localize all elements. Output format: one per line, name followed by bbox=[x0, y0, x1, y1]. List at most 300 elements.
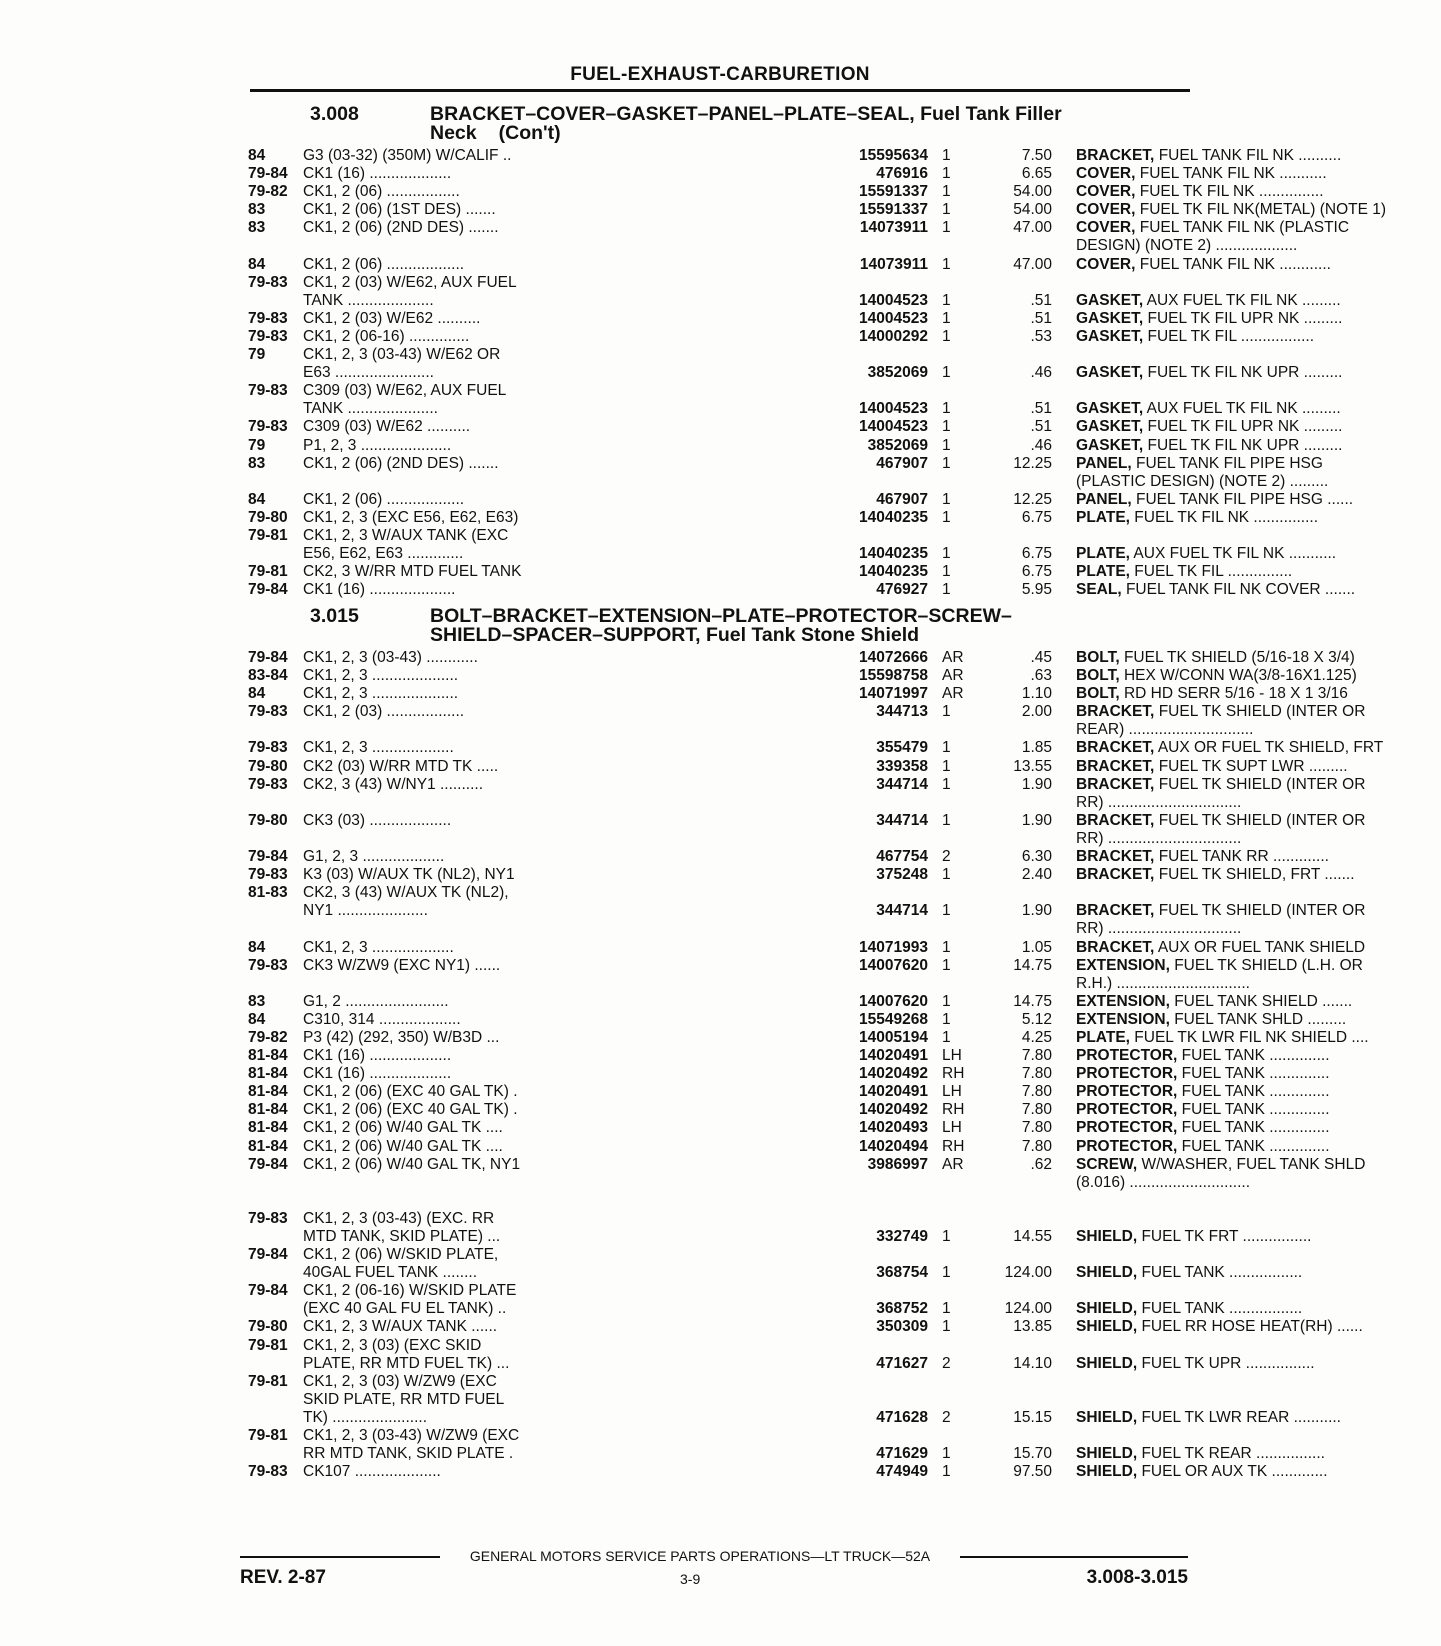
part-detail: FUEL TANK ................. bbox=[1141, 1300, 1303, 1318]
part-detail: AUX FUEL TK FIL NK ......... bbox=[1146, 400, 1341, 418]
quantity: 1 bbox=[942, 866, 951, 884]
part-number: 14007620 bbox=[859, 956, 928, 974]
price: 2.00 bbox=[1021, 703, 1052, 721]
part-row bbox=[248, 1047, 1330, 1065]
part-row bbox=[248, 757, 1348, 776]
part-detail: FUEL TANK .............. bbox=[1181, 1065, 1330, 1083]
part-description bbox=[1076, 1138, 1441, 1157]
model-years: 79-80 bbox=[248, 811, 288, 829]
section-title-line1: BRACKET–COVER–GASKET–PANEL–PLATE–SEAL, Fuel Tank Filler bbox=[430, 103, 1062, 125]
part-description bbox=[1076, 812, 1441, 831]
part-description bbox=[1076, 147, 1441, 166]
part-row bbox=[248, 1119, 1330, 1137]
part-name: BRACKET, bbox=[1076, 902, 1155, 920]
model-application: SKID PLATE, RR MTD FUEL bbox=[303, 1390, 505, 1408]
model-application: CK1 (16) ................... bbox=[303, 165, 452, 183]
model-application: CK1, 2, 3 ................... bbox=[303, 739, 454, 757]
price: 1.90 bbox=[1021, 775, 1052, 793]
part-number: 14004523 bbox=[859, 400, 928, 418]
part-name: SHIELD, bbox=[1076, 1318, 1138, 1336]
part-row bbox=[248, 848, 1329, 866]
model-application: CK1, 2 (03) W/E62, AUX FUEL bbox=[303, 273, 517, 291]
quantity: 1 bbox=[942, 1264, 951, 1282]
part-description bbox=[1076, 364, 1441, 383]
part-name: COVER, bbox=[1076, 165, 1136, 183]
part-name: PROTECTOR, bbox=[1076, 1083, 1178, 1101]
part-description bbox=[1076, 902, 1441, 921]
part-number: 14071993 bbox=[859, 938, 928, 956]
model-years: 79-81 bbox=[248, 1427, 288, 1445]
part-row bbox=[248, 327, 1315, 346]
part-detail: R.H.) ............................... bbox=[1076, 974, 1250, 992]
part-number: 3852069 bbox=[867, 364, 928, 382]
part-description bbox=[1076, 667, 1441, 686]
price: .51 bbox=[1030, 291, 1052, 309]
quantity: 1 bbox=[942, 327, 951, 345]
part-description bbox=[1076, 649, 1441, 668]
part-name: COVER, bbox=[1076, 183, 1136, 201]
part-row bbox=[248, 274, 1198, 292]
part-row bbox=[248, 1101, 1330, 1119]
part-row bbox=[248, 291, 1341, 310]
part-description bbox=[1076, 1409, 1441, 1428]
part-row bbox=[248, 346, 1198, 364]
price: 14.10 bbox=[1013, 1354, 1052, 1372]
part-description bbox=[1076, 1463, 1441, 1482]
part-row bbox=[248, 219, 1350, 237]
part-detail: FUEL TANK .............. bbox=[1181, 1137, 1330, 1155]
price: .46 bbox=[1030, 364, 1052, 382]
part-detail: FUEL TK UPR ................ bbox=[1141, 1354, 1315, 1372]
part-number: 339358 bbox=[876, 757, 928, 775]
model-application: G3 (03-32) (350M) W/CALIF .. bbox=[303, 147, 512, 164]
part-name: PROTECTOR, bbox=[1076, 1137, 1178, 1155]
part-name: GASKET, bbox=[1076, 364, 1144, 382]
part-row bbox=[248, 1155, 1366, 1174]
model-years: 84 bbox=[248, 490, 266, 508]
model-years: 79-80 bbox=[248, 1318, 288, 1336]
model-application: CK107 .................... bbox=[303, 1463, 441, 1481]
price: 12.25 bbox=[1013, 490, 1052, 508]
price: 54.00 bbox=[1013, 201, 1052, 219]
part-number: 14004523 bbox=[859, 309, 928, 327]
model-years: 84 bbox=[248, 147, 266, 164]
model-years: 83 bbox=[248, 219, 266, 237]
part-name: EXTENSION, bbox=[1076, 992, 1170, 1010]
model-years: 79-83 bbox=[248, 327, 288, 345]
quantity: 1 bbox=[942, 545, 951, 563]
section-heading bbox=[248, 105, 1198, 147]
part-row bbox=[248, 1391, 1198, 1409]
part-detail: FUEL TK FIL UPR NK ......... bbox=[1147, 418, 1343, 436]
part-description bbox=[1076, 739, 1441, 758]
part-detail: REAR) ............................. bbox=[1076, 721, 1254, 739]
model-application: CK1, 2 (06) (EXC 40 GAL TK) . bbox=[303, 1101, 518, 1119]
part-detail: AUX FUEL TK FIL NK ......... bbox=[1146, 291, 1341, 309]
quantity: RH bbox=[942, 1065, 965, 1083]
part-row bbox=[248, 1246, 1198, 1264]
part-row bbox=[248, 1282, 1198, 1300]
model-application: CK1, 2, 3 W/AUX TANK ...... bbox=[303, 1318, 498, 1336]
part-detail: FUEL TK SHIELD (INTER OR bbox=[1158, 811, 1366, 829]
price: .46 bbox=[1030, 436, 1052, 454]
model-application: TANK .................... bbox=[303, 291, 434, 309]
part-description bbox=[1076, 473, 1441, 492]
model-application: CK1 (16) .................... bbox=[303, 581, 456, 599]
price: 4.25 bbox=[1021, 1028, 1052, 1046]
model-application: (EXC 40 GAL FU EL TANK) .. bbox=[303, 1300, 507, 1318]
part-number: 344714 bbox=[876, 811, 928, 829]
price: 1.10 bbox=[1021, 685, 1052, 703]
price: .63 bbox=[1030, 667, 1052, 685]
part-number: 14072666 bbox=[859, 649, 928, 666]
price: 1.90 bbox=[1021, 902, 1052, 920]
part-name: BRACKET, bbox=[1076, 739, 1155, 757]
part-row bbox=[248, 382, 1198, 400]
part-description bbox=[1076, 703, 1441, 722]
model-years: 79-82 bbox=[248, 1028, 288, 1046]
part-number: 14007620 bbox=[859, 992, 928, 1010]
model-application: CK1, 2 (06) W/40 GAL TK .... bbox=[303, 1137, 503, 1155]
part-number: 14020492 bbox=[859, 1065, 928, 1083]
part-number: 476927 bbox=[876, 581, 928, 599]
part-detail: (8.016) ............................ bbox=[1076, 1173, 1250, 1191]
part-name: PLATE, bbox=[1076, 508, 1130, 526]
part-description bbox=[1076, 685, 1441, 704]
part-detail: FUEL RR HOSE HEAT(RH) ...... bbox=[1141, 1318, 1363, 1336]
price: 14.75 bbox=[1013, 956, 1052, 974]
part-row bbox=[248, 436, 1343, 455]
footer-section-range: 3.008-3.015 bbox=[1086, 1567, 1188, 1588]
model-application: CK1 (16) ................... bbox=[303, 1065, 452, 1083]
model-application: G1, 2 ........................ bbox=[303, 992, 449, 1010]
part-number: 467754 bbox=[876, 848, 928, 866]
model-application: CK1, 2, 3 (03) (EXC SKID bbox=[303, 1336, 482, 1354]
part-number: 471627 bbox=[876, 1354, 928, 1372]
price: 14.75 bbox=[1013, 992, 1052, 1010]
part-name: BRACKET, bbox=[1076, 757, 1155, 775]
model-application: CK2, 3 (43) W/AUX TK (NL2), bbox=[303, 884, 509, 902]
price: 97.50 bbox=[1013, 1463, 1052, 1481]
part-name: COVER, bbox=[1076, 219, 1136, 237]
part-number: 14073911 bbox=[859, 255, 928, 273]
price: 5.12 bbox=[1021, 1010, 1052, 1028]
part-description bbox=[1076, 201, 1441, 220]
section-title-cont: Neck bbox=[430, 122, 477, 144]
footer-rule-left bbox=[240, 1556, 440, 1558]
model-application: CK1, 2, 3 W/AUX TANK (EXC bbox=[303, 526, 509, 544]
part-name: SCREW, bbox=[1076, 1155, 1138, 1173]
part-detail: FUEL TK REAR ................ bbox=[1141, 1445, 1325, 1463]
model-application: CK1, 2 (06-16) .............. bbox=[303, 327, 470, 345]
price: 47.00 bbox=[1013, 219, 1052, 237]
part-detail: FUEL TANK FIL PIPE HSG ...... bbox=[1136, 490, 1354, 508]
price: 7.80 bbox=[1021, 1047, 1052, 1065]
part-row bbox=[248, 1373, 1198, 1391]
price: 7.80 bbox=[1021, 1065, 1052, 1083]
quantity: 1 bbox=[942, 490, 951, 508]
model-application: CK1, 2 (06) .................. bbox=[303, 490, 465, 508]
model-years: 81-84 bbox=[248, 1083, 288, 1101]
part-number: 476916 bbox=[876, 165, 928, 183]
part-row bbox=[248, 400, 1341, 418]
part-number: 14071997 bbox=[859, 685, 928, 703]
part-name: PLATE, bbox=[1076, 563, 1130, 581]
part-description bbox=[1076, 830, 1441, 849]
model-years: 81-84 bbox=[248, 1119, 288, 1137]
part-description bbox=[1076, 1101, 1441, 1120]
part-detail: FUEL TK LWR REAR ........... bbox=[1141, 1408, 1341, 1426]
price: .45 bbox=[1030, 649, 1052, 666]
part-number: 15549268 bbox=[859, 1010, 928, 1028]
quantity: 1 bbox=[942, 563, 951, 581]
part-description bbox=[1076, 256, 1441, 275]
model-application: CK1, 2 (03) .................. bbox=[303, 703, 465, 721]
price: 7.80 bbox=[1021, 1083, 1052, 1101]
part-detail: FUEL TK FIL NK(METAL) (NOTE 1) bbox=[1139, 201, 1387, 219]
model-application: E63 ....................... bbox=[303, 364, 434, 382]
model-years: 79-83 bbox=[248, 382, 288, 400]
part-number: 355479 bbox=[876, 739, 928, 757]
quantity: 1 bbox=[942, 811, 951, 829]
part-detail: FUEL TK FIL ................. bbox=[1147, 327, 1315, 345]
part-detail: W/WASHER, FUEL TANK SHLD bbox=[1141, 1155, 1366, 1173]
model-application: CK1, 2 (03) W/E62 .......... bbox=[303, 309, 481, 327]
part-row bbox=[248, 956, 1363, 975]
model-application: CK1, 2, 3 (03) W/ZW9 (EXC bbox=[303, 1372, 497, 1390]
part-row bbox=[248, 454, 1323, 473]
footer-rule-right bbox=[960, 1556, 1188, 1558]
part-name: EXTENSION, bbox=[1076, 956, 1170, 974]
part-description bbox=[1076, 1300, 1441, 1319]
part-number: 14073911 bbox=[859, 219, 928, 237]
part-detail: FUEL TANK FIL NK ............ bbox=[1139, 255, 1331, 273]
part-description bbox=[1076, 993, 1441, 1012]
model-years: 84 bbox=[248, 1010, 266, 1028]
part-description bbox=[1076, 237, 1441, 256]
part-description bbox=[1076, 848, 1441, 867]
part-description bbox=[1076, 400, 1441, 419]
part-detail: RD HD SERR 5/16 - 18 X 1 3/16 bbox=[1123, 685, 1348, 703]
quantity: 1 bbox=[942, 992, 951, 1010]
price: 7.80 bbox=[1021, 1137, 1052, 1155]
part-number: 3986997 bbox=[867, 1155, 928, 1173]
quantity: 2 bbox=[942, 848, 951, 866]
part-detail: AUX FUEL TK FIL NK ........... bbox=[1133, 545, 1337, 563]
part-detail: FUEL TK SUPT LWR ......... bbox=[1158, 757, 1348, 775]
part-row bbox=[248, 811, 1366, 830]
model-years: 81-83 bbox=[248, 884, 288, 902]
quantity: LH bbox=[942, 1083, 962, 1101]
part-row bbox=[248, 1010, 1347, 1029]
quantity: 1 bbox=[942, 219, 951, 237]
part-name: BOLT, bbox=[1076, 685, 1120, 703]
part-row bbox=[248, 201, 1387, 219]
price: .62 bbox=[1030, 1155, 1052, 1173]
part-detail: FUEL TANK FIL NK COVER ....... bbox=[1125, 581, 1356, 599]
model-application: CK1 (16) ................... bbox=[303, 1047, 452, 1065]
part-detail: FUEL TK FIL NK UPR ......... bbox=[1147, 364, 1343, 382]
part-description bbox=[1076, 1083, 1441, 1102]
model-years: 79-81 bbox=[248, 1372, 288, 1390]
quantity: AR bbox=[942, 1155, 964, 1173]
price: 12.25 bbox=[1013, 454, 1052, 472]
price: 6.75 bbox=[1021, 545, 1052, 563]
part-name: GASKET, bbox=[1076, 327, 1144, 345]
part-description bbox=[1076, 1065, 1441, 1084]
part-row bbox=[248, 829, 1242, 848]
part-row bbox=[248, 1210, 1198, 1228]
section-title-line1: BOLT–BRACKET–EXTENSION–PLATE–PROTECTOR–SCREW– bbox=[430, 605, 1012, 627]
quantity: AR bbox=[942, 649, 964, 666]
part-name: PLATE, bbox=[1076, 545, 1130, 563]
part-name: SEAL, bbox=[1076, 581, 1122, 599]
quantity: 1 bbox=[942, 739, 951, 757]
part-row bbox=[248, 866, 1355, 884]
model-application: CK1, 2, 3 (03-43) ............ bbox=[303, 649, 478, 666]
quantity: 1 bbox=[942, 938, 951, 956]
model-years: 79-84 bbox=[248, 1246, 288, 1264]
model-application: C309 (03) W/E62 .......... bbox=[303, 418, 471, 436]
part-detail: FUEL TK FIL ............... bbox=[1134, 563, 1293, 581]
part-name: PROTECTOR, bbox=[1076, 1101, 1178, 1119]
model-application: C310, 314 ................... bbox=[303, 1010, 461, 1028]
model-years: 79-84 bbox=[248, 848, 288, 866]
part-row bbox=[248, 721, 1254, 739]
part-number: 14005194 bbox=[859, 1028, 928, 1046]
quantity: RH bbox=[942, 1137, 965, 1155]
part-name: GASKET, bbox=[1076, 400, 1144, 418]
part-row bbox=[248, 649, 1355, 667]
part-description bbox=[1076, 328, 1441, 347]
model-application: CK1, 2 (06) W/40 GAL TK, NY1 bbox=[303, 1155, 521, 1173]
part-name: PROTECTOR, bbox=[1076, 1065, 1178, 1083]
model-application: NY1 ..................... bbox=[303, 902, 428, 920]
section-3-008 bbox=[248, 103, 1387, 599]
part-description bbox=[1076, 292, 1441, 311]
quantity: 1 bbox=[942, 418, 951, 436]
part-row bbox=[248, 793, 1242, 812]
part-detail: FUEL TK FIL NK UPR ......... bbox=[1147, 436, 1343, 454]
part-description bbox=[1076, 165, 1441, 184]
footer-revision: REV. 2-87 bbox=[240, 1567, 326, 1588]
model-years: 83 bbox=[248, 992, 266, 1010]
part-description bbox=[1076, 776, 1441, 795]
model-application: MTD TANK, SKID PLATE) ... bbox=[303, 1228, 501, 1245]
quantity: 1 bbox=[942, 291, 951, 309]
model-application: P3 (42) (292, 350) W/B3D ... bbox=[303, 1028, 500, 1046]
part-detail: FUEL TANK .............. bbox=[1181, 1119, 1330, 1137]
quantity: 1 bbox=[942, 703, 951, 721]
part-row bbox=[248, 1408, 1341, 1427]
part-description bbox=[1076, 1445, 1441, 1464]
quantity: 1 bbox=[942, 1463, 951, 1481]
part-description bbox=[1076, 1047, 1441, 1066]
model-application: CK1, 2, 3 (EXC E56, E62, E63) bbox=[303, 508, 519, 526]
part-number: 368754 bbox=[876, 1264, 928, 1282]
part-description bbox=[1076, 581, 1441, 600]
model-years: 83 bbox=[248, 454, 266, 472]
part-number: 14020491 bbox=[859, 1047, 928, 1065]
part-number: 344714 bbox=[876, 775, 928, 793]
model-application: CK1, 2 (06) W/40 GAL TK .... bbox=[303, 1119, 503, 1137]
price: 1.05 bbox=[1021, 938, 1052, 956]
part-row bbox=[248, 739, 1384, 757]
section-number: 3.015 bbox=[310, 605, 359, 627]
part-row bbox=[248, 527, 1198, 545]
price: 6.65 bbox=[1021, 165, 1052, 183]
part-detail: FUEL OR AUX TK ............. bbox=[1141, 1463, 1328, 1481]
part-name: BRACKET, bbox=[1076, 811, 1155, 829]
page-title: FUEL-EXHAUST-CARBURETION bbox=[570, 64, 870, 85]
quantity: 1 bbox=[942, 581, 951, 599]
price: 7.80 bbox=[1021, 1101, 1052, 1119]
part-name: PROTECTOR, bbox=[1076, 1119, 1178, 1137]
continued-label: (Con't) bbox=[498, 122, 561, 144]
part-detail: DESIGN) (NOTE 2) ................... bbox=[1076, 237, 1298, 255]
model-years: 79-83 bbox=[248, 418, 288, 436]
part-detail: FUEL TK SHIELD (INTER OR bbox=[1158, 902, 1366, 920]
price: 1.90 bbox=[1021, 811, 1052, 829]
price: 6.75 bbox=[1021, 508, 1052, 526]
part-number: 15591337 bbox=[859, 201, 928, 219]
part-detail: RR) ............................... bbox=[1076, 793, 1242, 811]
quantity: LH bbox=[942, 1119, 962, 1137]
price: 6.75 bbox=[1021, 563, 1052, 581]
quantity: 1 bbox=[942, 757, 951, 775]
part-number: 471628 bbox=[876, 1408, 928, 1426]
model-years: 79-84 bbox=[248, 581, 288, 599]
part-name: EXTENSION, bbox=[1076, 1010, 1170, 1028]
part-row bbox=[248, 775, 1366, 794]
part-number: 350309 bbox=[876, 1318, 928, 1336]
part-description bbox=[1076, 1355, 1441, 1374]
part-description bbox=[1076, 975, 1441, 994]
part-detail: FUEL TK SHIELD (INTER OR bbox=[1158, 775, 1366, 793]
quantity: 1 bbox=[942, 902, 951, 920]
quantity: 1 bbox=[942, 1300, 951, 1318]
part-row bbox=[248, 237, 1298, 255]
model-years: 83 bbox=[248, 201, 266, 219]
model-years: 79 bbox=[248, 436, 266, 454]
part-name: BRACKET, bbox=[1076, 775, 1155, 793]
model-application: K3 (03) W/AUX TK (NL2), NY1 bbox=[303, 866, 515, 884]
part-number: 14004523 bbox=[859, 418, 928, 436]
part-name: BOLT, bbox=[1076, 649, 1120, 666]
part-row bbox=[248, 165, 1327, 183]
part-row bbox=[248, 418, 1343, 436]
price: 13.55 bbox=[1013, 757, 1052, 775]
part-detail: HEX W/CONN WA(3/8-16X1.125) bbox=[1123, 667, 1357, 685]
model-application: CK1, 2 (06) ................. bbox=[303, 183, 460, 201]
part-detail: RR) ............................... bbox=[1076, 829, 1242, 847]
part-name: BRACKET, bbox=[1076, 703, 1155, 721]
model-application: CK1, 2, 3 (03-43) W/E62 OR bbox=[303, 346, 501, 364]
part-name: BRACKET, bbox=[1076, 147, 1155, 164]
part-row bbox=[248, 147, 1342, 165]
price: .51 bbox=[1030, 309, 1052, 327]
part-row bbox=[248, 1445, 1325, 1463]
model-years: 81-84 bbox=[248, 1137, 288, 1155]
part-number: 14020492 bbox=[859, 1101, 928, 1119]
part-name: PROTECTOR, bbox=[1076, 1047, 1178, 1065]
model-application: CK2 (03) W/RR MTD TK ..... bbox=[303, 757, 499, 775]
part-description bbox=[1076, 1011, 1441, 1030]
part-description bbox=[1076, 1318, 1441, 1337]
header-rule bbox=[250, 89, 1190, 92]
part-number: 3852069 bbox=[867, 436, 928, 454]
model-years: 79-81 bbox=[248, 1336, 288, 1354]
